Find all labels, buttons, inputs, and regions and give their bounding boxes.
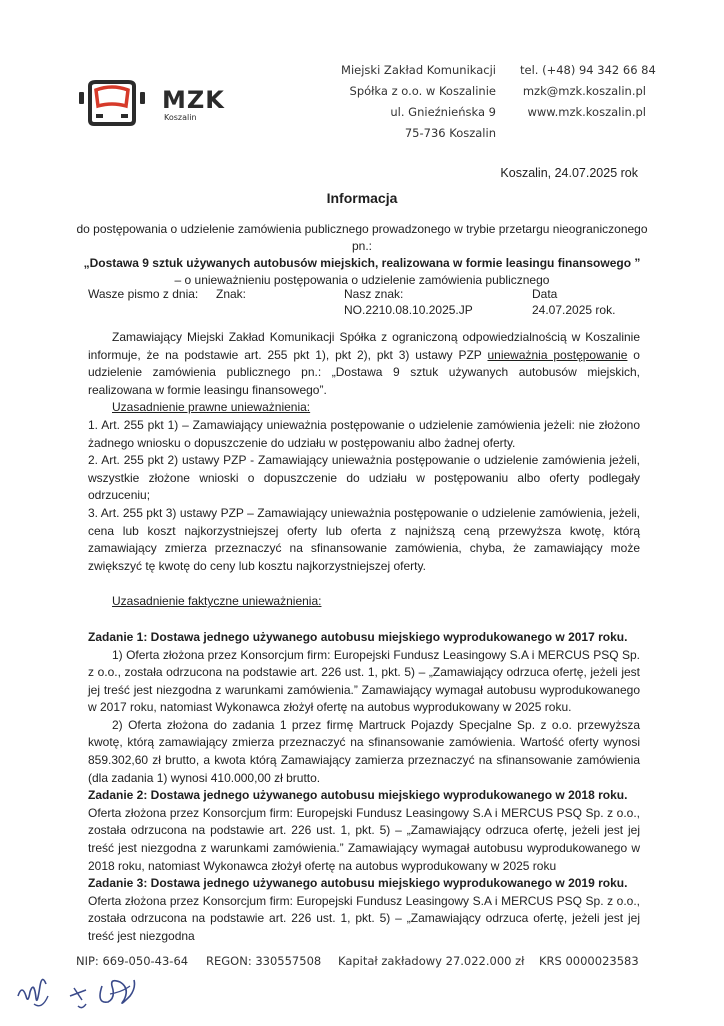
task-2-paragraph: Oferta złożona przez Konsorcjum firm: Europejski Fundusz Leasingowy S.A i MERCUS PSQ Sp. z o.o., została odrzucona na podstawie art. 226 ust. 1, pkt. 5) – „Zamawiający odrzuca ofertę, jeżeli jest jej treść jest niezgodna z warunkami zamówienia.” Zamawiający wymagał autobusu wyprodukowanego w 2018 roku, natomiast Wykonawca złożył ofertę na autobus wyprodukowany w 2025 roku	[88, 805, 640, 873]
task-1-heading: Zadanie 1: Dostawa jednego używanego autobusu miejskiego wyprodukowanego w 2017 roku.	[88, 629, 628, 644]
footer-krs: KRS 0000023583	[539, 954, 639, 968]
document-title: Informacja	[326, 190, 398, 206]
footer-nip: NIP: 669-050-43-64	[76, 954, 189, 968]
intro-line-1: do postępowania o udzielenie zamówienia publicznego prowadzonego w trybie przetargu nieograniczonego pn.:	[76, 222, 648, 253]
company-address	[300, 60, 496, 144]
address-line: Miejski Zakład Komunikacji	[341, 63, 496, 77]
task-3-paragraph: Oferta złożona przez Konsorcjum firm: Europejski Fundusz Leasingowy S.A i MERCUS PSQ Sp. z o.o., została odrzucona na podstawie art. 226 ust. 1, pkt. 5) – „Zamawiający odrzuca ofertę, jeżeli jest jej treść jest niezgodna	[88, 893, 640, 943]
intro-line-3: – o unieważnieniu postępowania o udzielenie zamówienia publicznego	[174, 273, 550, 287]
factual-justification-heading: Uzasadnienie faktyczne unieważnienia:	[112, 594, 322, 609]
intro-line-2: „Dostawa 9 sztuk używanych autobusów miejskich, realizowana w formie leasingu finansowego ”	[83, 256, 641, 270]
company-logo	[78, 80, 228, 130]
task-1-paragraph-1: 1) Oferta złożona przez Konsorcjum firm: Europejski Fundusz Leasingowy S.A i MERCUS PSQ Sp. z o.o., została odrzucona na podstawie art. 226 ust. 1, pkt. 5) – „Zamawiający odrzuca ofertę, jeżeli jest jej treść jest niezgodna z warunkami zamówienia.” Zamawiający wymagał autobusu wyprodukowanego w 2017 roku, natomiast Wykonawca złożył ofertę na autobus wyprodukowany w 2025 roku.	[88, 647, 640, 715]
contact-phone: tel. (+48) 94 342 66 84	[520, 63, 656, 77]
paragraph-main-text-a: Zamawiający Miejski Zakład Komunikacji Spółka z ograniczoną odpowiedzialnością w Koszalinie informuje, że na podstawie art. 255 pkt 1), pkt 2), pkt 3) ustawy PZP	[88, 330, 640, 362]
legal-point-1: 1. Art. 255 pkt 1) – Zamawiający unieważnia postępowanie o udzielenie zamówienia jeżeli: nie złożono żadnego wniosku o dopuszczenie do udziału w postępowaniu albo żadnej oferty.	[88, 417, 640, 450]
ref-our-sign-label: Nasz znak:	[344, 287, 404, 301]
document-date: Koszalin, 24.07.2025 rok	[500, 166, 638, 180]
footer-regon: REGON: 330557508	[206, 954, 322, 968]
ref-your-letter: Wasze pismo z dnia:	[88, 287, 199, 301]
ref-date-value: 24.07.2025 rok.	[532, 303, 616, 317]
address-line: ul. Gnieźnieńska 9	[390, 105, 496, 119]
legal-justification-heading: Uzasadnienie prawne unieważnienia:	[112, 400, 311, 415]
logo-city: Koszalin	[164, 113, 197, 122]
paragraph-main-text-b: o udzielenie zamówienia publicznego pn.: „Dostawa 9 sztuk używanych autobusów miejskich, realizowana w formie leasingu finansowego”.	[88, 347, 640, 397]
bus-front-icon	[78, 80, 158, 130]
company-contact	[520, 60, 656, 123]
ref-our-sign	[344, 286, 473, 318]
task-1-paragraph-2: 2) Oferta złożona do zadania 1 przez firmę Martruck Pojazdy Specjalne Sp. z o.o. przewyższa kwotę, którą zamawiający zmierza przeznaczyć na sfinansowanie zamówienia. Wartość oferty wynosi 859.302,60 zł brutto, a kwota którą Zamawiający zamierza przeznaczyć na sfinansowanie zamówienia (dla zadania 1) wynosi 410.000,00 zł brutto.	[88, 717, 640, 785]
task-3-heading: Zadanie 3: Dostawa jednego używanego autobusu miejskiego wyprodukowanego w 2019 roku.	[88, 876, 628, 891]
document-intro	[70, 221, 654, 289]
ref-sign: Znak:	[216, 287, 247, 301]
logo-name: MZK	[162, 86, 225, 114]
contact-email: mzk@mzk.koszalin.pl	[522, 84, 646, 98]
ref-date	[532, 286, 615, 318]
document-body	[88, 329, 640, 946]
footer-capital: Kapitał zakładowy 27.022.000 zł	[338, 954, 525, 968]
legal-point-2: 2. Art. 255 pkt 2) ustawy PZP - Zamawiający unieważnia postępowanie o udzielenie zamówienia jeżeli, wszystkie złożone wnioski o dopuszczenie do udziału w postępowaniu albo oferty podlegały odrzuceniu;	[88, 453, 640, 503]
paragraph-main	[88, 329, 640, 399]
address-line: Spółka z o.o. w Koszalinie	[349, 84, 496, 98]
contact-website: www.mzk.koszalin.pl	[527, 105, 646, 119]
address-line: 75-736 Koszalin	[404, 126, 496, 140]
handwritten-initials	[12, 966, 152, 1021]
paragraph-main-underlined: unieważnia postępowanie	[487, 347, 628, 362]
ref-date-label: Data	[532, 287, 558, 301]
ref-our-sign-value: NO.2210.08.10.2025.JP	[344, 303, 473, 317]
legal-point-3: 3. Art. 255 pkt 3) ustawy PZP – Zamawiający unieważnia postępowanie o udzielenie zamówienia, jeżeli, cena lub koszt najkorzystniejszej oferty lub oferta z najniższą ceną przewyższa kwotę, którą zamawiający zmierza przeznaczyć na sfinansowanie zamówienia, chyba, że zamawiający może zwiększyć tę kwotę do ceny lub kosztu najkorzystniejszej oferty.	[88, 505, 640, 573]
task-2-heading: Zadanie 2: Dostawa jednego używanego autobusu miejskiego wyprodukowanego w 2018 roku.	[88, 788, 628, 803]
